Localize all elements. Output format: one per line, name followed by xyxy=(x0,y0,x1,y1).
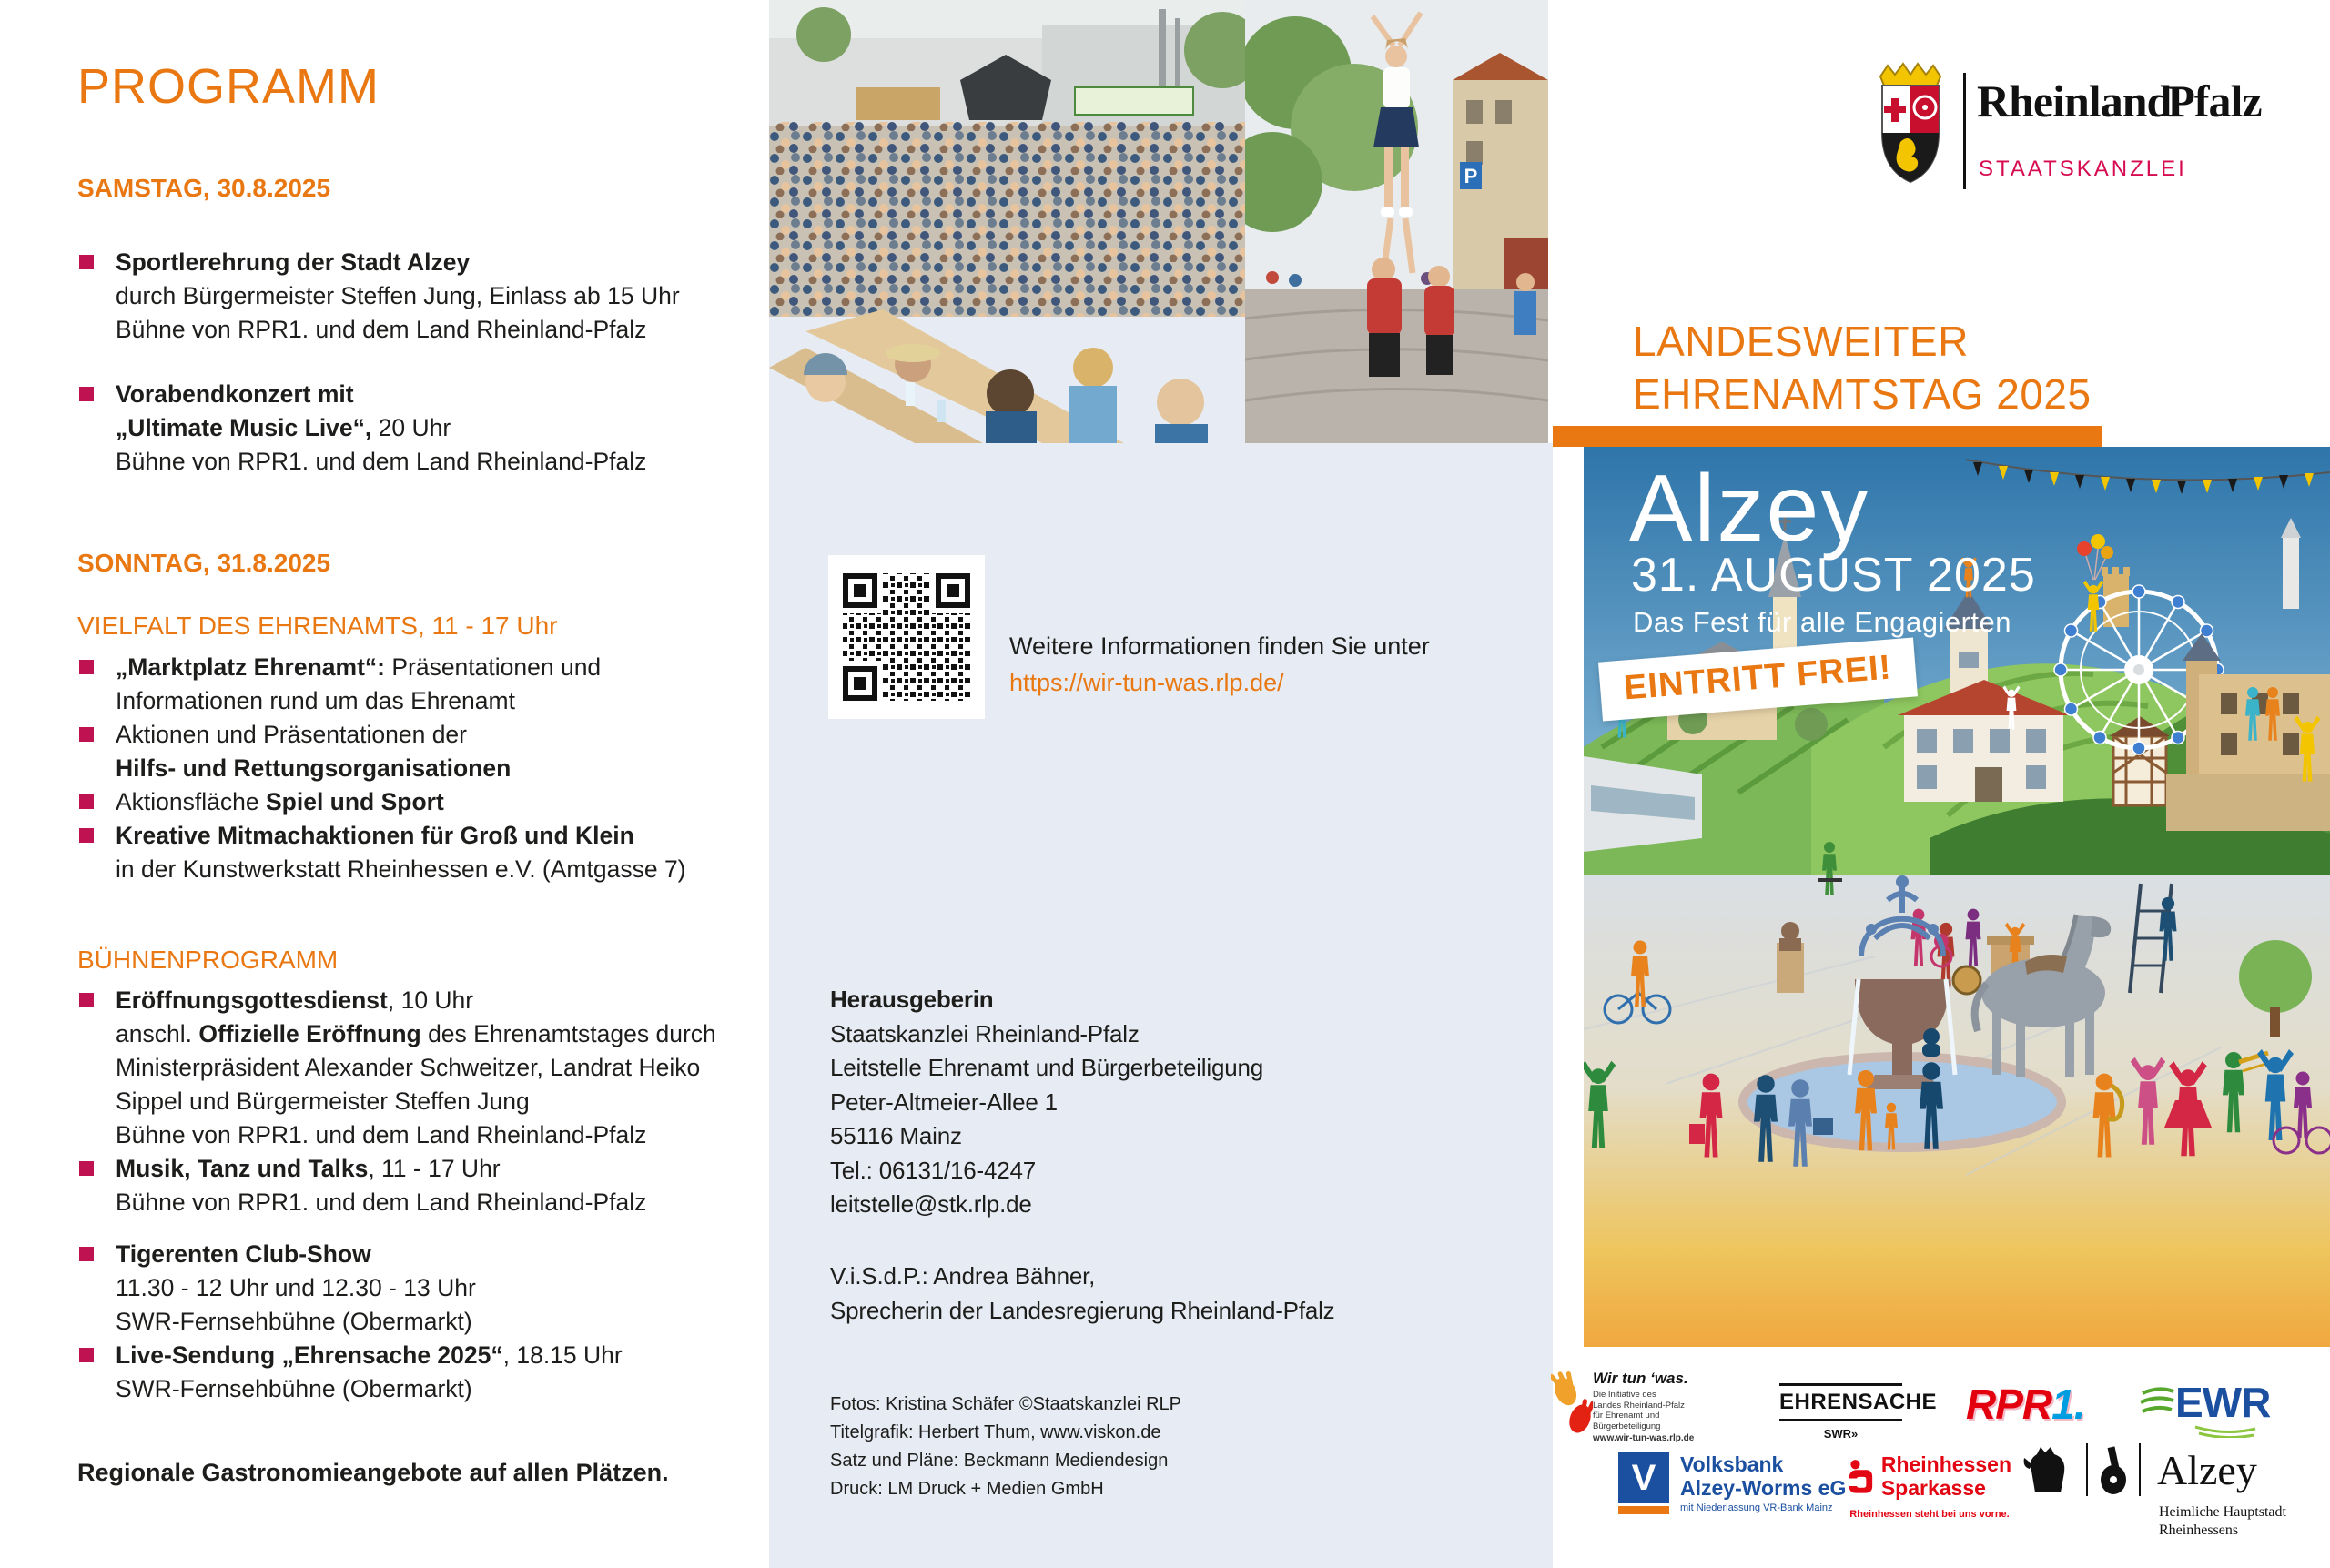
sponsor-volksbank-line2: Alzey-Worms eG xyxy=(1680,1476,1847,1500)
visdp-line: V.i.S.d.P.: Andrea Bähner, xyxy=(830,1262,1096,1290)
text-segment: durch Bürgermeister Steffen Jung, Einlass ab 15 Uhr xyxy=(116,281,680,309)
publisher-line: leitstelle@stk.rlp.de xyxy=(830,1190,1032,1218)
program-item xyxy=(77,718,719,785)
event-tagline: Das Fest für alle Engagierten xyxy=(1633,606,2011,638)
sponsor-alzey-name: Alzey xyxy=(2157,1446,2257,1493)
sponsor-ewr-text: EWR xyxy=(2175,1379,2271,1426)
publisher-line: Tel.: 06131/16-4247 xyxy=(830,1156,1037,1184)
event-city: Alzey xyxy=(1629,456,1870,561)
publisher-line: Leitstelle Ehrenamt und Bürgerbeteiligung xyxy=(830,1054,1263,1081)
sponsor-wtw-url: www.wir-tun-was.rlp.de xyxy=(1593,1433,1695,1443)
day-heading-sunday: SONNTAG, 31.8.2025 xyxy=(77,548,331,577)
text-segment: Bühne von RPR1. und dem Land Rheinland-Pfalz xyxy=(116,447,647,475)
sponsor-wtw-line: Die Initiative des xyxy=(1593,1390,1656,1400)
program-line xyxy=(116,984,719,1017)
middle-panel xyxy=(769,0,1553,1568)
program-line xyxy=(116,378,719,411)
credits-block xyxy=(830,1391,1181,1503)
alzey-logo-divider xyxy=(2139,1443,2141,1496)
sponsor-volksbank-sub: mit Niederlassung VR-Bank Mainz xyxy=(1680,1502,1833,1513)
festival-crowd-photo xyxy=(769,0,1245,443)
program-item xyxy=(77,378,719,479)
sponsor-alzey-sub-line: Rheinhessens xyxy=(2159,1522,2239,1538)
credits-line: Titelgrafik: Herbert Thum, www.viskon.de xyxy=(830,1422,1161,1442)
program-line xyxy=(116,1339,719,1372)
sponsor-rpr1 xyxy=(1966,1380,2085,1429)
text-segment: Informationen rund um das Ehrenamt xyxy=(116,686,515,714)
text-segment: Ministerpräsident Alexander Schweitzer, Landrat Heiko xyxy=(116,1054,701,1082)
info-block xyxy=(1009,628,1430,701)
program-item xyxy=(77,651,719,718)
program-line xyxy=(116,1051,719,1085)
cheerleader-photo xyxy=(1245,0,1548,443)
text-segment: SWR-Fernsehbühne (Obermarkt) xyxy=(116,1375,472,1403)
sub-heading-vielfalt: VIELFALT DES EHRENAMTS, 11 - 17 Uhr xyxy=(77,612,558,641)
sponsor-ewr xyxy=(2139,1378,2270,1438)
bullet-square-icon xyxy=(79,1348,94,1362)
free-entry-badge-text: EINTRITT FREI! xyxy=(1622,648,1893,708)
gastronomy-note: Regionale Gastronomieangebote auf allen Plätzen. xyxy=(77,1459,669,1487)
sponsor-volksbank xyxy=(1618,1452,1846,1514)
alzey-logo-divider xyxy=(2086,1443,2088,1496)
sponsor-sparkasse xyxy=(1848,1452,2011,1520)
text-segment: Hilfs- und Rettungsorganisationen xyxy=(116,754,512,782)
visdp-block xyxy=(830,1259,1335,1328)
sponsor-rpr1-blue: 1. xyxy=(2051,1381,2085,1428)
text-segment: Bühne von RPR1. und dem Land Rheinland-Pfalz xyxy=(116,1189,647,1217)
bullet-square-icon xyxy=(79,794,94,809)
program-line xyxy=(116,651,719,684)
text-segment: Eröffnungsgottesdienst xyxy=(116,986,388,1015)
program-line xyxy=(116,1118,719,1152)
sponsor-alzey-sub xyxy=(2159,1503,2286,1540)
program-line xyxy=(116,684,719,718)
program-line xyxy=(116,1372,719,1406)
text-segment: Sippel und Bürgermeister Steffen Jung xyxy=(116,1087,530,1116)
program-item xyxy=(77,819,719,886)
brand-name-part1: Rheinland xyxy=(1977,76,2172,126)
text-segment: anschl. xyxy=(116,1020,199,1048)
sponsor-sparkasse-sub: Rheinhessen steht bei uns vorne. xyxy=(1849,1509,2010,1520)
text-segment: Aktionen und Präsentationen der xyxy=(116,720,467,748)
program-item xyxy=(77,246,719,347)
text-segment: , 11 - 17 Uhr xyxy=(368,1155,501,1183)
text-segment: Vorabendkonzert mit xyxy=(116,379,354,408)
bullet-square-icon xyxy=(79,1247,94,1261)
program-line xyxy=(116,411,719,445)
sponsor-ehrensache-swr: SWR» xyxy=(1823,1427,1859,1441)
program-line xyxy=(116,1186,719,1219)
bullet-square-icon xyxy=(79,993,94,1007)
program-item xyxy=(77,1152,719,1219)
program-line xyxy=(116,785,719,819)
alzey-lion-icon xyxy=(2022,1443,2079,1496)
text-segment: , 10 Uhr xyxy=(387,986,474,1015)
sponsor-wir-tun-was xyxy=(1593,1370,1748,1443)
bullet-square-icon xyxy=(79,660,94,674)
festival-crowd-photo-graphic xyxy=(769,0,1245,443)
volksbank-v-icon: V xyxy=(1618,1452,1669,1503)
program-line xyxy=(116,445,719,479)
page-title: PROGRAMM xyxy=(77,59,380,114)
sponsor-ehrensache-title: EHRENSACHE xyxy=(1779,1383,1902,1421)
program-line xyxy=(116,313,719,347)
text-segment: Spiel und Sport xyxy=(265,787,444,815)
text-segment: Präsentationen und xyxy=(384,652,602,681)
publisher-label: Herausgeberin xyxy=(830,986,994,1013)
event-date: 31. AUGUST 2025 xyxy=(1631,549,2036,602)
publisher-block xyxy=(830,983,1263,1222)
program-line xyxy=(116,853,719,886)
sponsor-volksbank-line1: Volksbank xyxy=(1680,1452,1784,1476)
program-item xyxy=(77,1339,719,1406)
volksbank-underline xyxy=(1618,1506,1669,1514)
info-text: Weitere Informationen finden Sie unter xyxy=(1009,632,1430,660)
program-line xyxy=(116,1271,719,1305)
sponsor-wtw-title: Wir tun ‘was. xyxy=(1593,1370,1688,1387)
alzey-lute-icon xyxy=(2095,1443,2132,1496)
text-segment: SWR-Fernsehbühne (Obermarkt) xyxy=(116,1308,472,1336)
program-item xyxy=(77,1238,719,1339)
program-line xyxy=(116,246,719,279)
sponsor-sparkasse-line1: Rheinhessen xyxy=(1880,1452,2011,1476)
text-segment: 11.30 - 12 Uhr und 12.30 - 13 Uhr xyxy=(116,1274,476,1302)
info-link[interactable]: https://wir-tun-was.rlp.de/ xyxy=(1009,669,1284,696)
text-segment: Live-Sendung „Ehrensache 2025“ xyxy=(116,1341,503,1370)
bullet-square-icon xyxy=(79,828,94,843)
day-heading-saturday: SAMSTAG, 30.8.2025 xyxy=(77,174,331,203)
program-panel xyxy=(0,0,769,1568)
program-line xyxy=(116,279,719,313)
sponsor-wtw-line: für Ehrenamt und xyxy=(1593,1411,1660,1421)
sparkasse-s-icon xyxy=(1848,1456,1874,1496)
visdp-line: Sprecherin der Landesregierung Rheinland-Pfalz xyxy=(830,1296,1335,1324)
qr-code-graphic xyxy=(828,555,985,719)
bullet-square-icon xyxy=(79,727,94,742)
hands-icon xyxy=(1551,1371,1593,1435)
sponsor-wtw-line: Landes Rheinland-Pfalz xyxy=(1593,1400,1685,1411)
publisher-line: 55116 Mainz xyxy=(830,1122,962,1149)
credits-line: Druck: LM Druck + Medien GmbH xyxy=(830,1479,1104,1499)
event-kicker xyxy=(1633,315,2092,420)
sponsor-alzey-sub-line: Heimliche Hauptstadt xyxy=(2159,1504,2286,1520)
bullet-square-icon xyxy=(79,1161,94,1176)
program-line xyxy=(116,819,719,853)
sub-heading-buehnenprogramm: BÜHNENPROGRAMM xyxy=(77,945,339,974)
brand-divider xyxy=(1963,73,1966,189)
program-item xyxy=(77,984,719,1152)
sponsor-rpr1-red: RPR xyxy=(1966,1381,2052,1428)
event-kicker-line2: EHRENAMTSTAG 2025 xyxy=(1633,370,2092,418)
text-segment: Musik, Tanz und Talks xyxy=(116,1155,369,1183)
text-segment: Aktionsfläche xyxy=(116,787,266,815)
publisher-line: Staatskanzlei Rheinland-Pfalz xyxy=(830,1019,1140,1047)
program-line xyxy=(116,1152,719,1186)
publisher-line: Peter-Altmeier-Allee 1 xyxy=(830,1087,1058,1116)
bullet-square-icon xyxy=(79,255,94,269)
program-line xyxy=(116,1017,719,1051)
program-line xyxy=(116,1238,719,1271)
text-segment: Bühne von RPR1. und dem Land Rheinland-Pfalz xyxy=(116,1121,647,1149)
program-line xyxy=(116,1085,719,1118)
text-segment: „Marktplatz Ehrenamt“: xyxy=(116,652,385,681)
program-line xyxy=(116,752,719,785)
cheerleader-photo-graphic xyxy=(1245,0,1548,443)
text-segment: „Ultimate Music Live“, xyxy=(116,413,372,441)
text-segment: , 18.15 Uhr xyxy=(502,1341,623,1370)
sponsor-wtw-line: Bürgerbeteiligung xyxy=(1593,1421,1661,1431)
program-line xyxy=(116,718,719,752)
brand-name xyxy=(1977,75,2262,127)
svg-text:P: P xyxy=(1464,165,1478,187)
ewr-swoosh-icon xyxy=(2139,1382,2175,1422)
sponsor-city-alzey xyxy=(2022,1443,2286,1540)
sponsor-wtw-lines xyxy=(1593,1390,1748,1431)
program-line xyxy=(116,1305,719,1339)
qr-code xyxy=(828,555,985,719)
sponsor-sparkasse-line2: Sparkasse xyxy=(1880,1476,1986,1500)
text-segment: Sportlerehrung der Stadt Alzey xyxy=(116,248,471,276)
bullet-square-icon xyxy=(79,387,94,401)
rheinland-pfalz-coat-of-arms-icon xyxy=(1873,51,1948,187)
brand-name-part2: Pfalz xyxy=(2167,76,2262,126)
text-segment: des Ehrenamtstages durch xyxy=(420,1020,716,1048)
text-segment: 20 Uhr xyxy=(371,413,451,441)
program-item xyxy=(77,785,719,819)
text-segment: Offizielle Eröffnung xyxy=(198,1020,421,1048)
brand-subtitle: STAATSKANZLEI xyxy=(1979,157,2187,181)
accent-bar xyxy=(1553,426,2102,447)
text-segment: Bühne von RPR1. und dem Land Rheinland-Pfalz xyxy=(116,315,647,343)
text-segment: in der Kunstwerkstatt Rheinhessen e.V. (Amtgasse 7) xyxy=(116,855,686,883)
credits-line: Fotos: Kristina Schäfer ©Staatskanzlei RLP xyxy=(830,1394,1182,1414)
credits-line: Satz und Pläne: Beckmann Mediendesign xyxy=(830,1451,1169,1471)
text-segment: Tigerenten Club-Show xyxy=(116,1240,371,1269)
event-kicker-line1: LANDESWEITER xyxy=(1633,318,1969,365)
sponsor-ehrensache xyxy=(1779,1383,1938,1441)
text-segment: Kreative Mitmachaktionen für Groß und Klein xyxy=(116,821,634,849)
cover-panel xyxy=(1553,0,2330,1568)
